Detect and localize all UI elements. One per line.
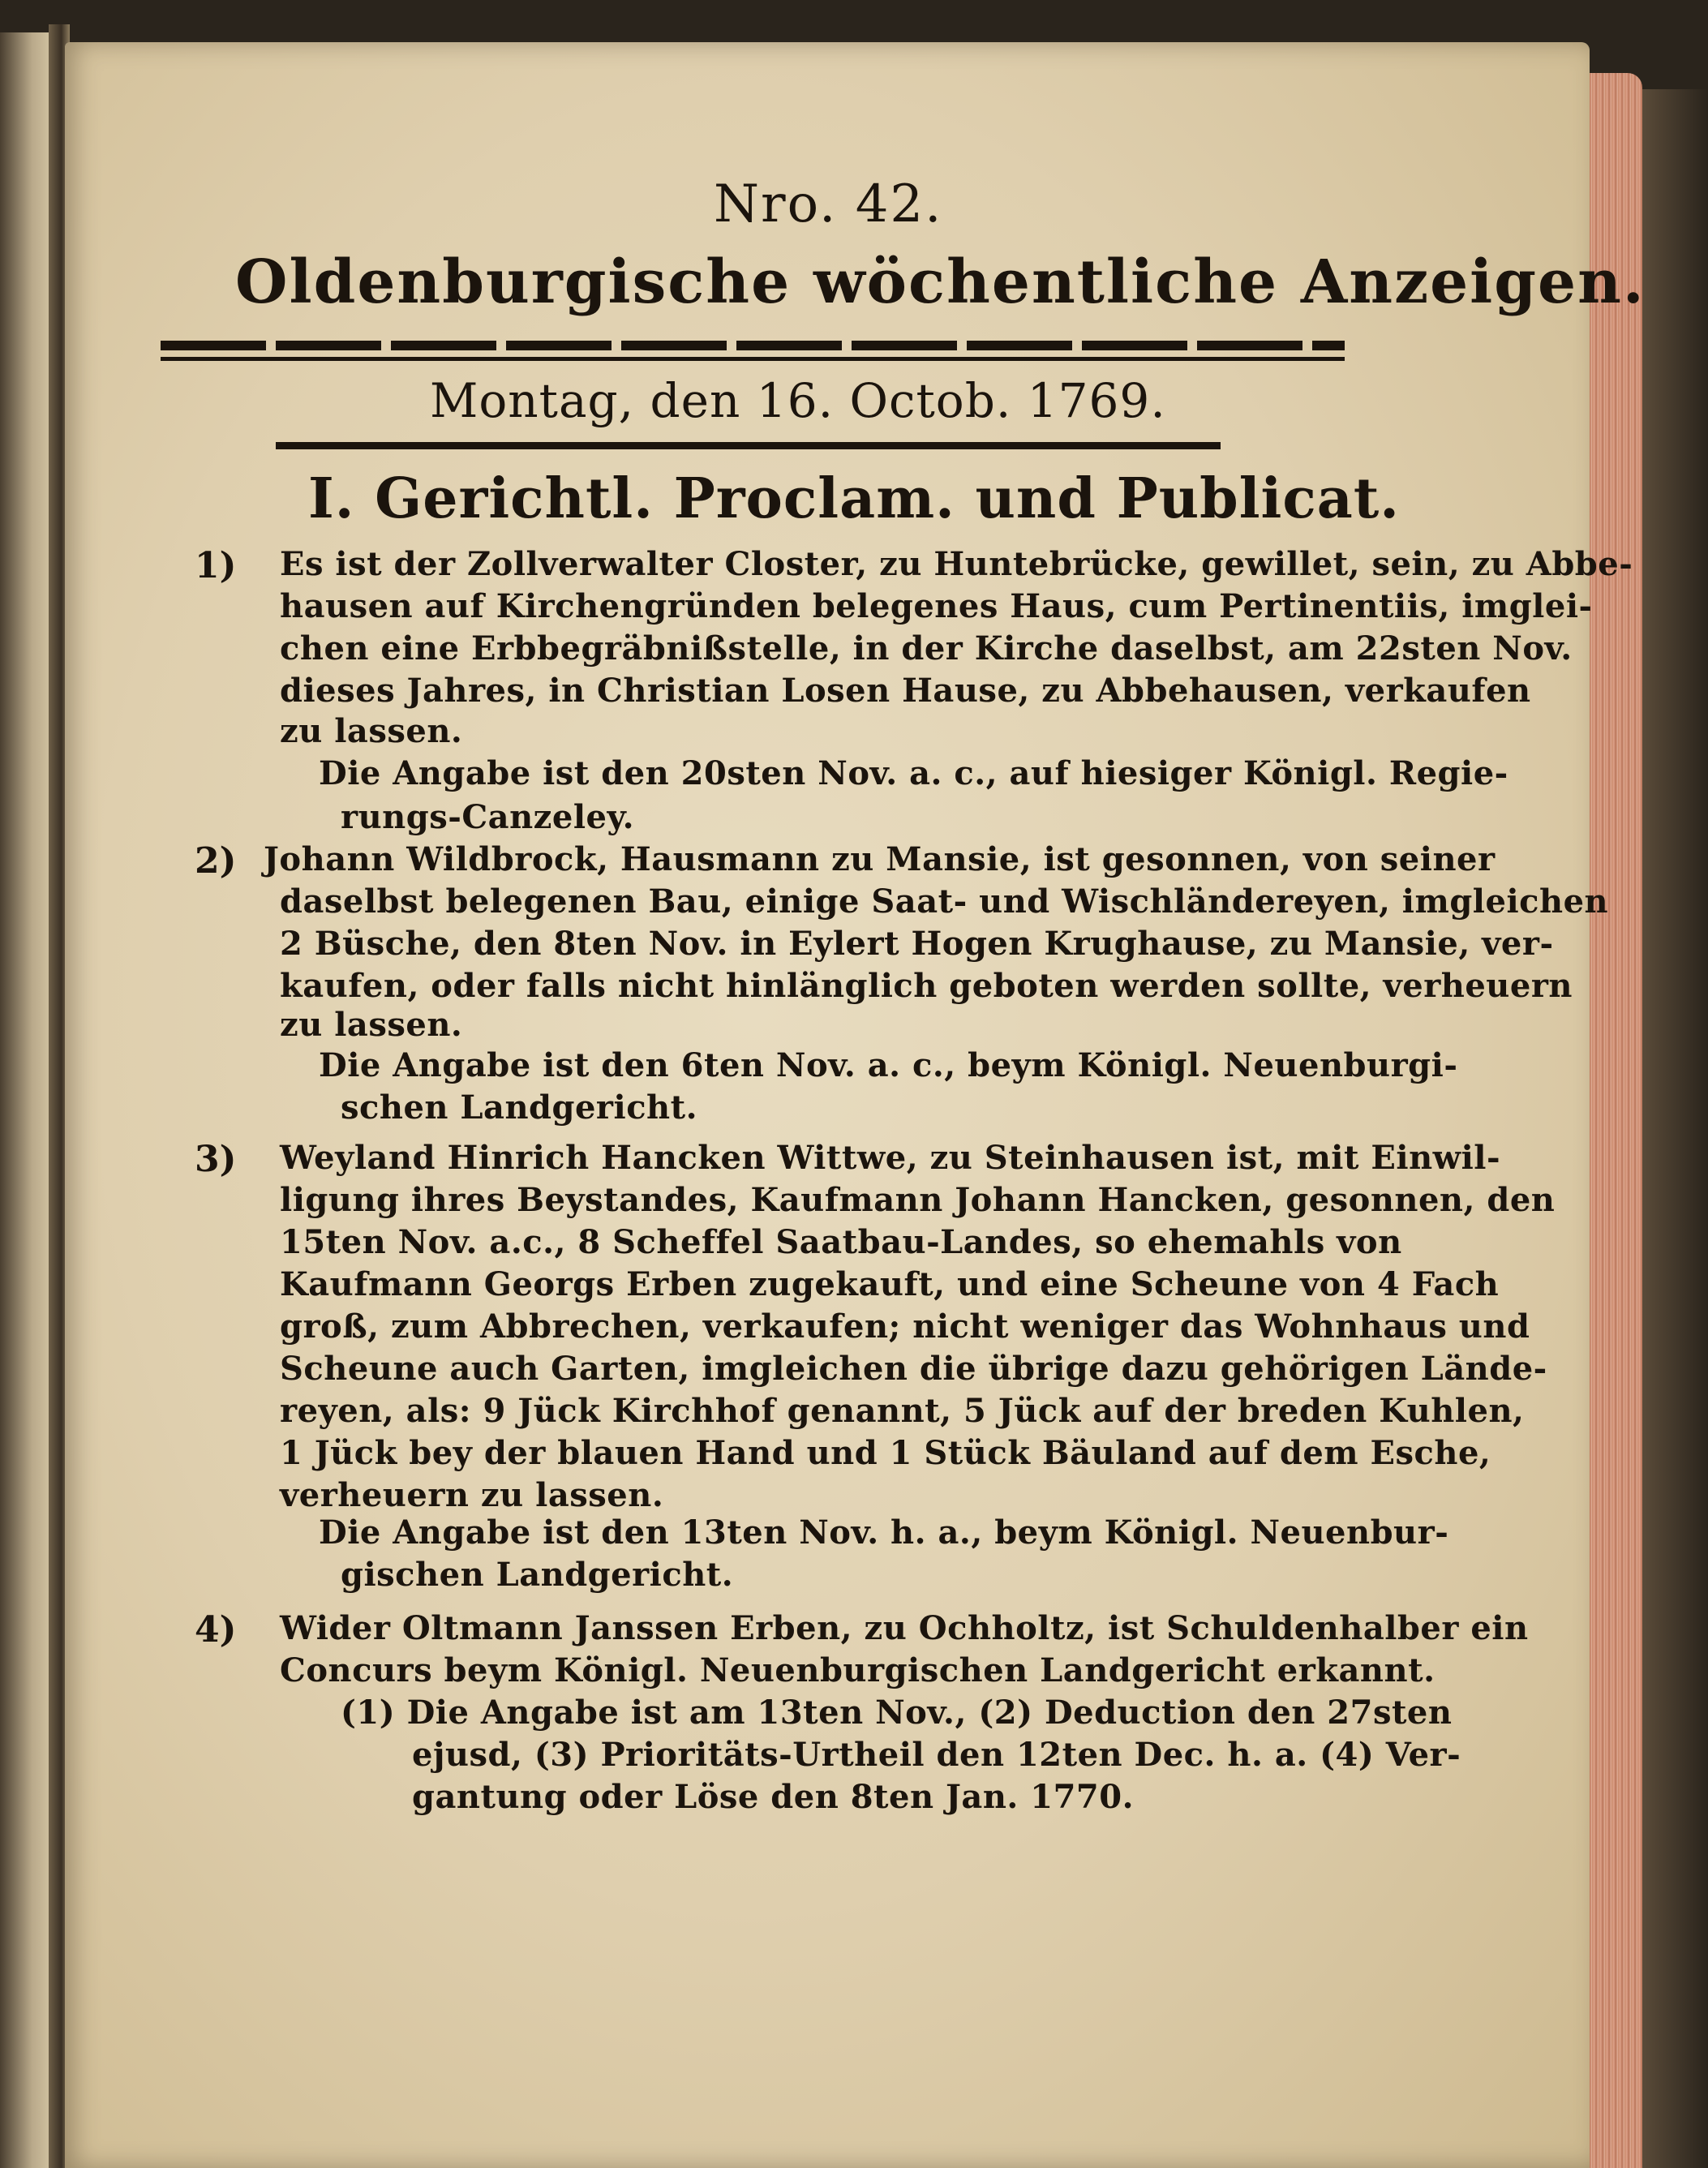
item-line: Weyland Hinrich Hancken Wittwe, zu Steinhausen ist, mit Einwil- [280, 1139, 1501, 1177]
notice-line: schen Landgericht. [341, 1088, 698, 1127]
item-line: 15ten Nov. a.c., 8 Scheffel Saatbau-Landes, so ehemahls von [280, 1223, 1402, 1261]
item-line: dieses Jahres, in Christian Losen Hause, zu Abbehausen, verkaufen [280, 672, 1531, 710]
issue-date: Montag, den 16. Octob. 1769. [430, 373, 1166, 428]
item-line: ligung ihres Beystandes, Kaufmann Johann Hancken, gesonnen, den [280, 1181, 1556, 1219]
title-rule-dashed [161, 341, 1345, 350]
item-line: hausen auf Kirchengründen belegenes Haus, cum Pertinentiis, imglei- [280, 587, 1593, 625]
background-shadow [1642, 89, 1708, 2168]
notice-line: Die Angabe ist den 13ten Nov. h. a., beym Königl. Neuenbur- [319, 1513, 1449, 1552]
item-line: Concurs beym Königl. Neuenburgischen Landgericht erkannt. [280, 1651, 1435, 1689]
item-line: zu lassen. [280, 712, 463, 750]
paper-page [65, 42, 1590, 2168]
notice-line: ejusd, (3) Prioritäts-Urtheil den 12ten Dec. h. a. (4) Ver- [412, 1736, 1461, 1774]
section-heading: I. Gerichtl. Proclam. und Publicat. [308, 466, 1400, 531]
date-rule [276, 442, 1221, 449]
item-line: verheuern zu lassen. [280, 1476, 664, 1514]
item-line: daselbst belegenen Bau, einige Saat- und Wischländereyen, imgleichen [280, 882, 1609, 921]
item-line: reyen, als: 9 Jück Kirchhof genannt, 5 Jück auf der breden Kuhlen, [280, 1392, 1525, 1430]
notice-line: Die Angabe ist den 20sten Nov. a. c., auf hiesiger Königl. Regie- [319, 754, 1508, 792]
item-number: 3) [195, 1139, 237, 1180]
issue-number: Nro. 42. [714, 174, 943, 234]
item-number: 2) [195, 840, 237, 882]
title-rule [161, 357, 1345, 361]
item-line: Es ist der Zollverwalter Closter, zu Huntebrücke, gewillet, sein, zu Abbe- [280, 545, 1633, 583]
notice-line: Die Angabe ist den 6ten Nov. a. c., beym Königl. Neuenburgi- [319, 1046, 1458, 1084]
item-number: 1) [195, 545, 237, 586]
item-line: zu lassen. [280, 1006, 463, 1044]
item-line: 2 Büsche, den 8ten Nov. in Eylert Hogen Krughause, zu Mansie, ver- [280, 925, 1554, 963]
item-line: chen eine Erbbegräbnißstelle, in der Kirche daselbst, am 22sten Nov. [280, 629, 1573, 668]
item-line: groß, zum Abbrechen, verkaufen; nicht weniger das Wohnhaus und [280, 1307, 1530, 1346]
item-line: Johann Wildbrock, Hausmann zu Mansie, ist gesonnen, von seiner [264, 840, 1496, 878]
item-line: Wider Oltmann Janssen Erben, zu Ochholtz, ist Schuldenhalber ein [280, 1609, 1529, 1647]
item-number: 4) [195, 1609, 237, 1651]
item-line: Kaufmann Georgs Erben zugekauft, und eine Scheune von 4 Fach [280, 1265, 1500, 1303]
item-line: kaufen, oder falls nicht hinlänglich geboten werden sollte, verheuern [280, 967, 1573, 1005]
notice-line: rungs-Canzeley. [341, 798, 635, 836]
notice-line: gantung oder Löse den 8ten Jan. 1770. [412, 1778, 1135, 1816]
item-line: Scheune auch Garten, imgleichen die übrige dazu gehörigen Lände- [280, 1350, 1547, 1388]
item-line: 1 Jück bey der blauen Hand und 1 Stück Bäuland auf dem Esche, [280, 1434, 1491, 1472]
notice-line: (1) Die Angabe ist am 13ten Nov., (2) Deduction den 27sten [341, 1694, 1453, 1732]
publication-title: Oldenburgische wöchentliche Anzeigen. [235, 247, 1646, 317]
notice-line: gischen Landgericht. [341, 1556, 734, 1594]
